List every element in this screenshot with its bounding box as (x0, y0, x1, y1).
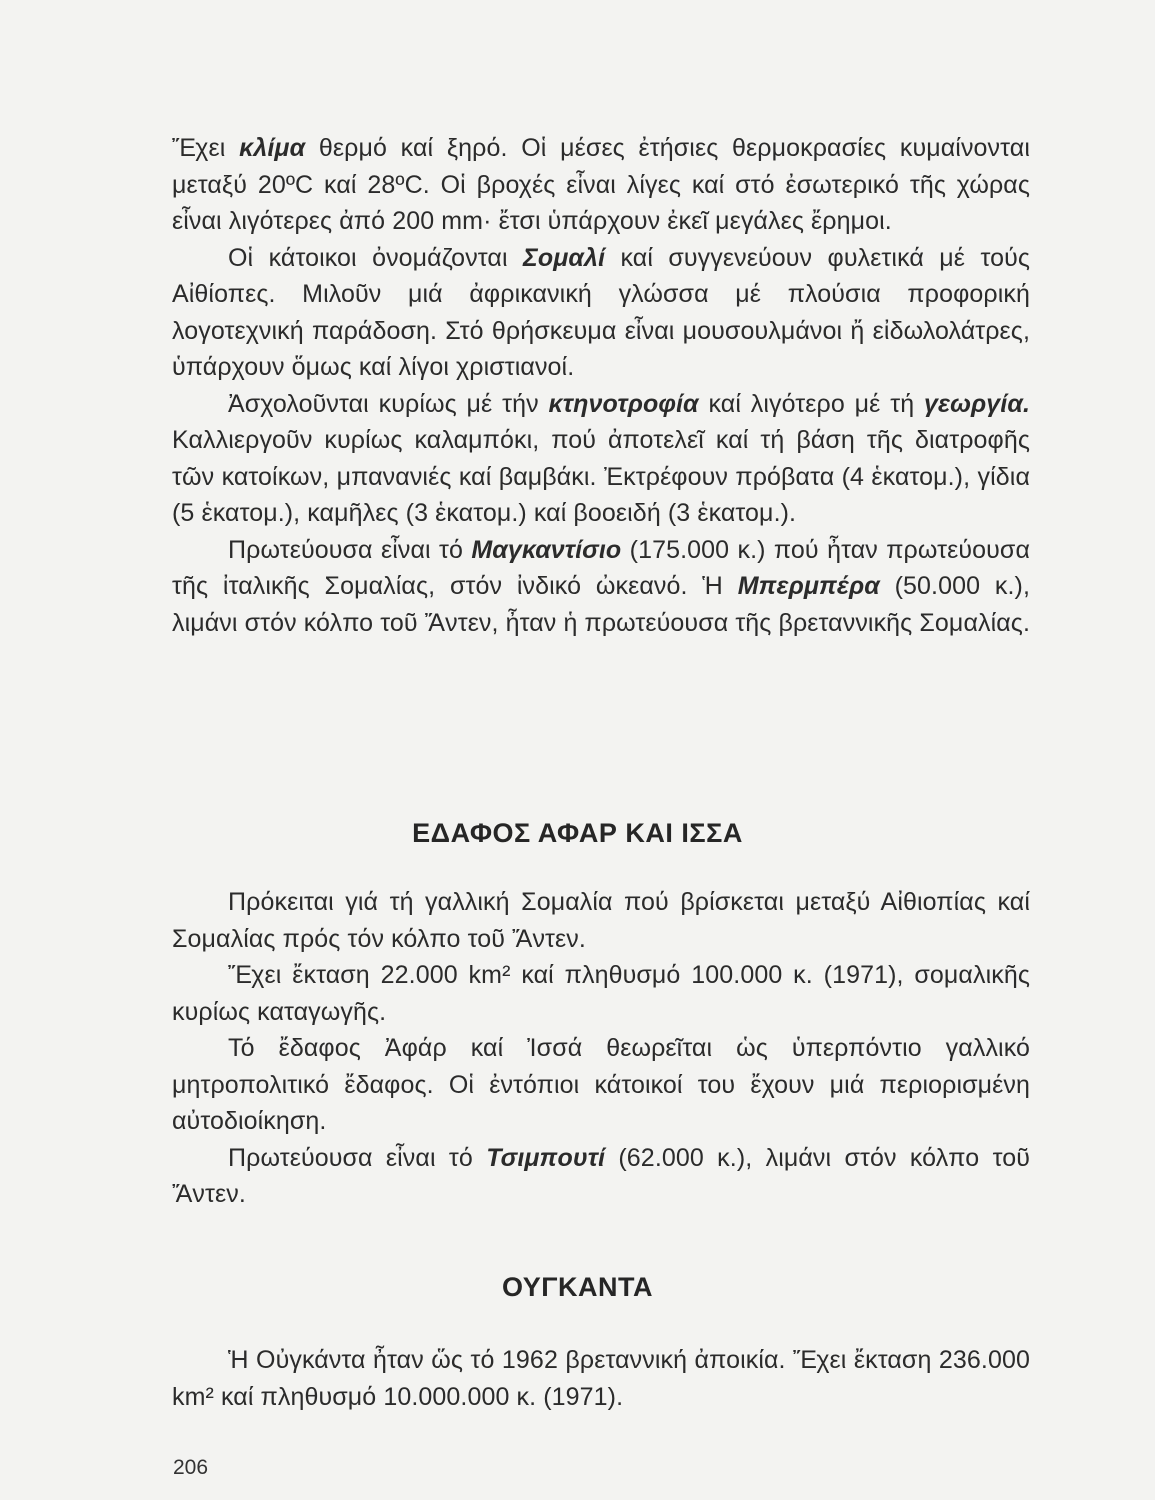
section-heading-afar-issa: ΕΔΑΦΟΣ ΑΦΑΡ ΚΑΙ ΙΣΣΑ (412, 818, 743, 848)
paragraph-people: Οἱ κάτοικοι ὀνομάζονται Σομαλί καί συγγενεύουν φυλετικά μέ τούς Αἰθίοπες. Μιλοῦν μιά ἀφρικανική γλώσσα μέ πλούσια προφορική λογοτεχνική παράδοση. Στό θρήσκευμα εἶναι μουσουλμάνοι ἤ εἰδωλολάτρες, ὑπάρχουν ὅμως καί λίγοι χριστιανοί. (172, 243, 1030, 381)
paragraph-location: Πρόκειται γιά τή γαλλική Σομαλία πού βρίσκεται μεταξύ Αἰθιοπίας καί Σομαλίας πρός τόν κόλπο τοῦ Ἄντεν. (172, 888, 1030, 953)
paragraph-climate: Ἔχει κλίμα θερμό καί ξηρό. Οἱ μέσες ἐτήσιες θερμοκρασίες κυμαίνονται μεταξύ 20ºC καί 28ºC. Οἱ βροχές εἶναι λίγες καί στό ἐσωτερικό τῆς χώρας εἶναι λιγότερες ἀπό 200 mm· ἔτσι ὑπάρχουν ἐκεῖ μεγάλες ἔρημοι. (172, 134, 1030, 235)
keyword: Μαγκαντίσιο (471, 535, 622, 564)
paragraph-area: Ἔχει ἔκταση 22.000 km² καί πληθυσμό 100.000 κ. (1971), σομαλικῆς κυρίως καταγωγῆς. (172, 961, 1030, 1026)
paragraph-capital: Πρωτεύουσα εἶναι τό Μαγκαντίσιο (175.000 κ.) πού ἦταν πρωτεύουσα τῆς ἰταλικῆς Σομαλίας, στόν ἰνδικό ὠκεανό. Ἡ Μπερμπέρα (50.000 κ.), λιμάνι στόν κόλπο τοῦ Ἄντεν, ἦταν ἡ πρωτεύουσα τῆς βρεταννικῆς Σομαλίας. (172, 535, 1030, 637)
keyword: κτηνοτροφία (548, 389, 699, 418)
keyword: Σομαλί (523, 243, 606, 272)
keyword: γεωργία. (924, 389, 1030, 418)
somalia-text (172, 130, 1030, 641)
paragraph-history: Ἡ Οὐγκάντα ἦταν ὥς τό 1962 βρεταννική ἀποικία. Ἔχει ἔκταση 236.000 km² καί πληθυσμό 10.000.000 κ. (1971). (172, 1346, 1030, 1411)
paragraph-capital: Πρωτεύουσα εἶναι τό Τσιμπουτί (62.000 κ.), λιμάνι στόν κόλπο τοῦ Ἄντεν. (172, 1143, 1031, 1208)
paragraph-status: Τό ἔδαφος Ἀφάρ καί Ἰσσά θεωρεῖται ὡς ὑπερπόντιο γαλλικό μητροπολιτικό ἔδαφος. Οἱ ἐντόπιοι κάτοικοί του ἔχουν μιά περιορισμένη αὐτοδιοίκηση. (172, 1034, 1030, 1135)
section-heading-uganda: ΟΥΓΚΑΝΤΑ (502, 1272, 653, 1302)
page-number: 206 (173, 1456, 209, 1479)
keyword: Τσιμπουτί (486, 1143, 606, 1172)
uganda-text (172, 1342, 1030, 1415)
keyword: κλίμα (239, 134, 306, 162)
afar-issa-text (172, 884, 1030, 1213)
paragraph-economy: Ἀσχολοῦνται κυρίως μέ τήν κτηνοτροφία καί λιγότερο μέ τή γεωργία. Καλλιεργοῦν κυρίως καλαμπόκι, πού ἀποτελεῖ καί τή βάση τῆς διατροφῆς τῶν κατοίκων, μπανανιές καί βαμβάκι. Ἐκτρέφουν πρόβατα (4 ἑκατομ.), γίδια (5 ἑκατομ.), καμῆλες (3 ἑκατομ.) καί βοοειδή (3 ἑκατομ.). (172, 389, 1030, 527)
keyword: Μπερμπέρα (737, 572, 880, 600)
